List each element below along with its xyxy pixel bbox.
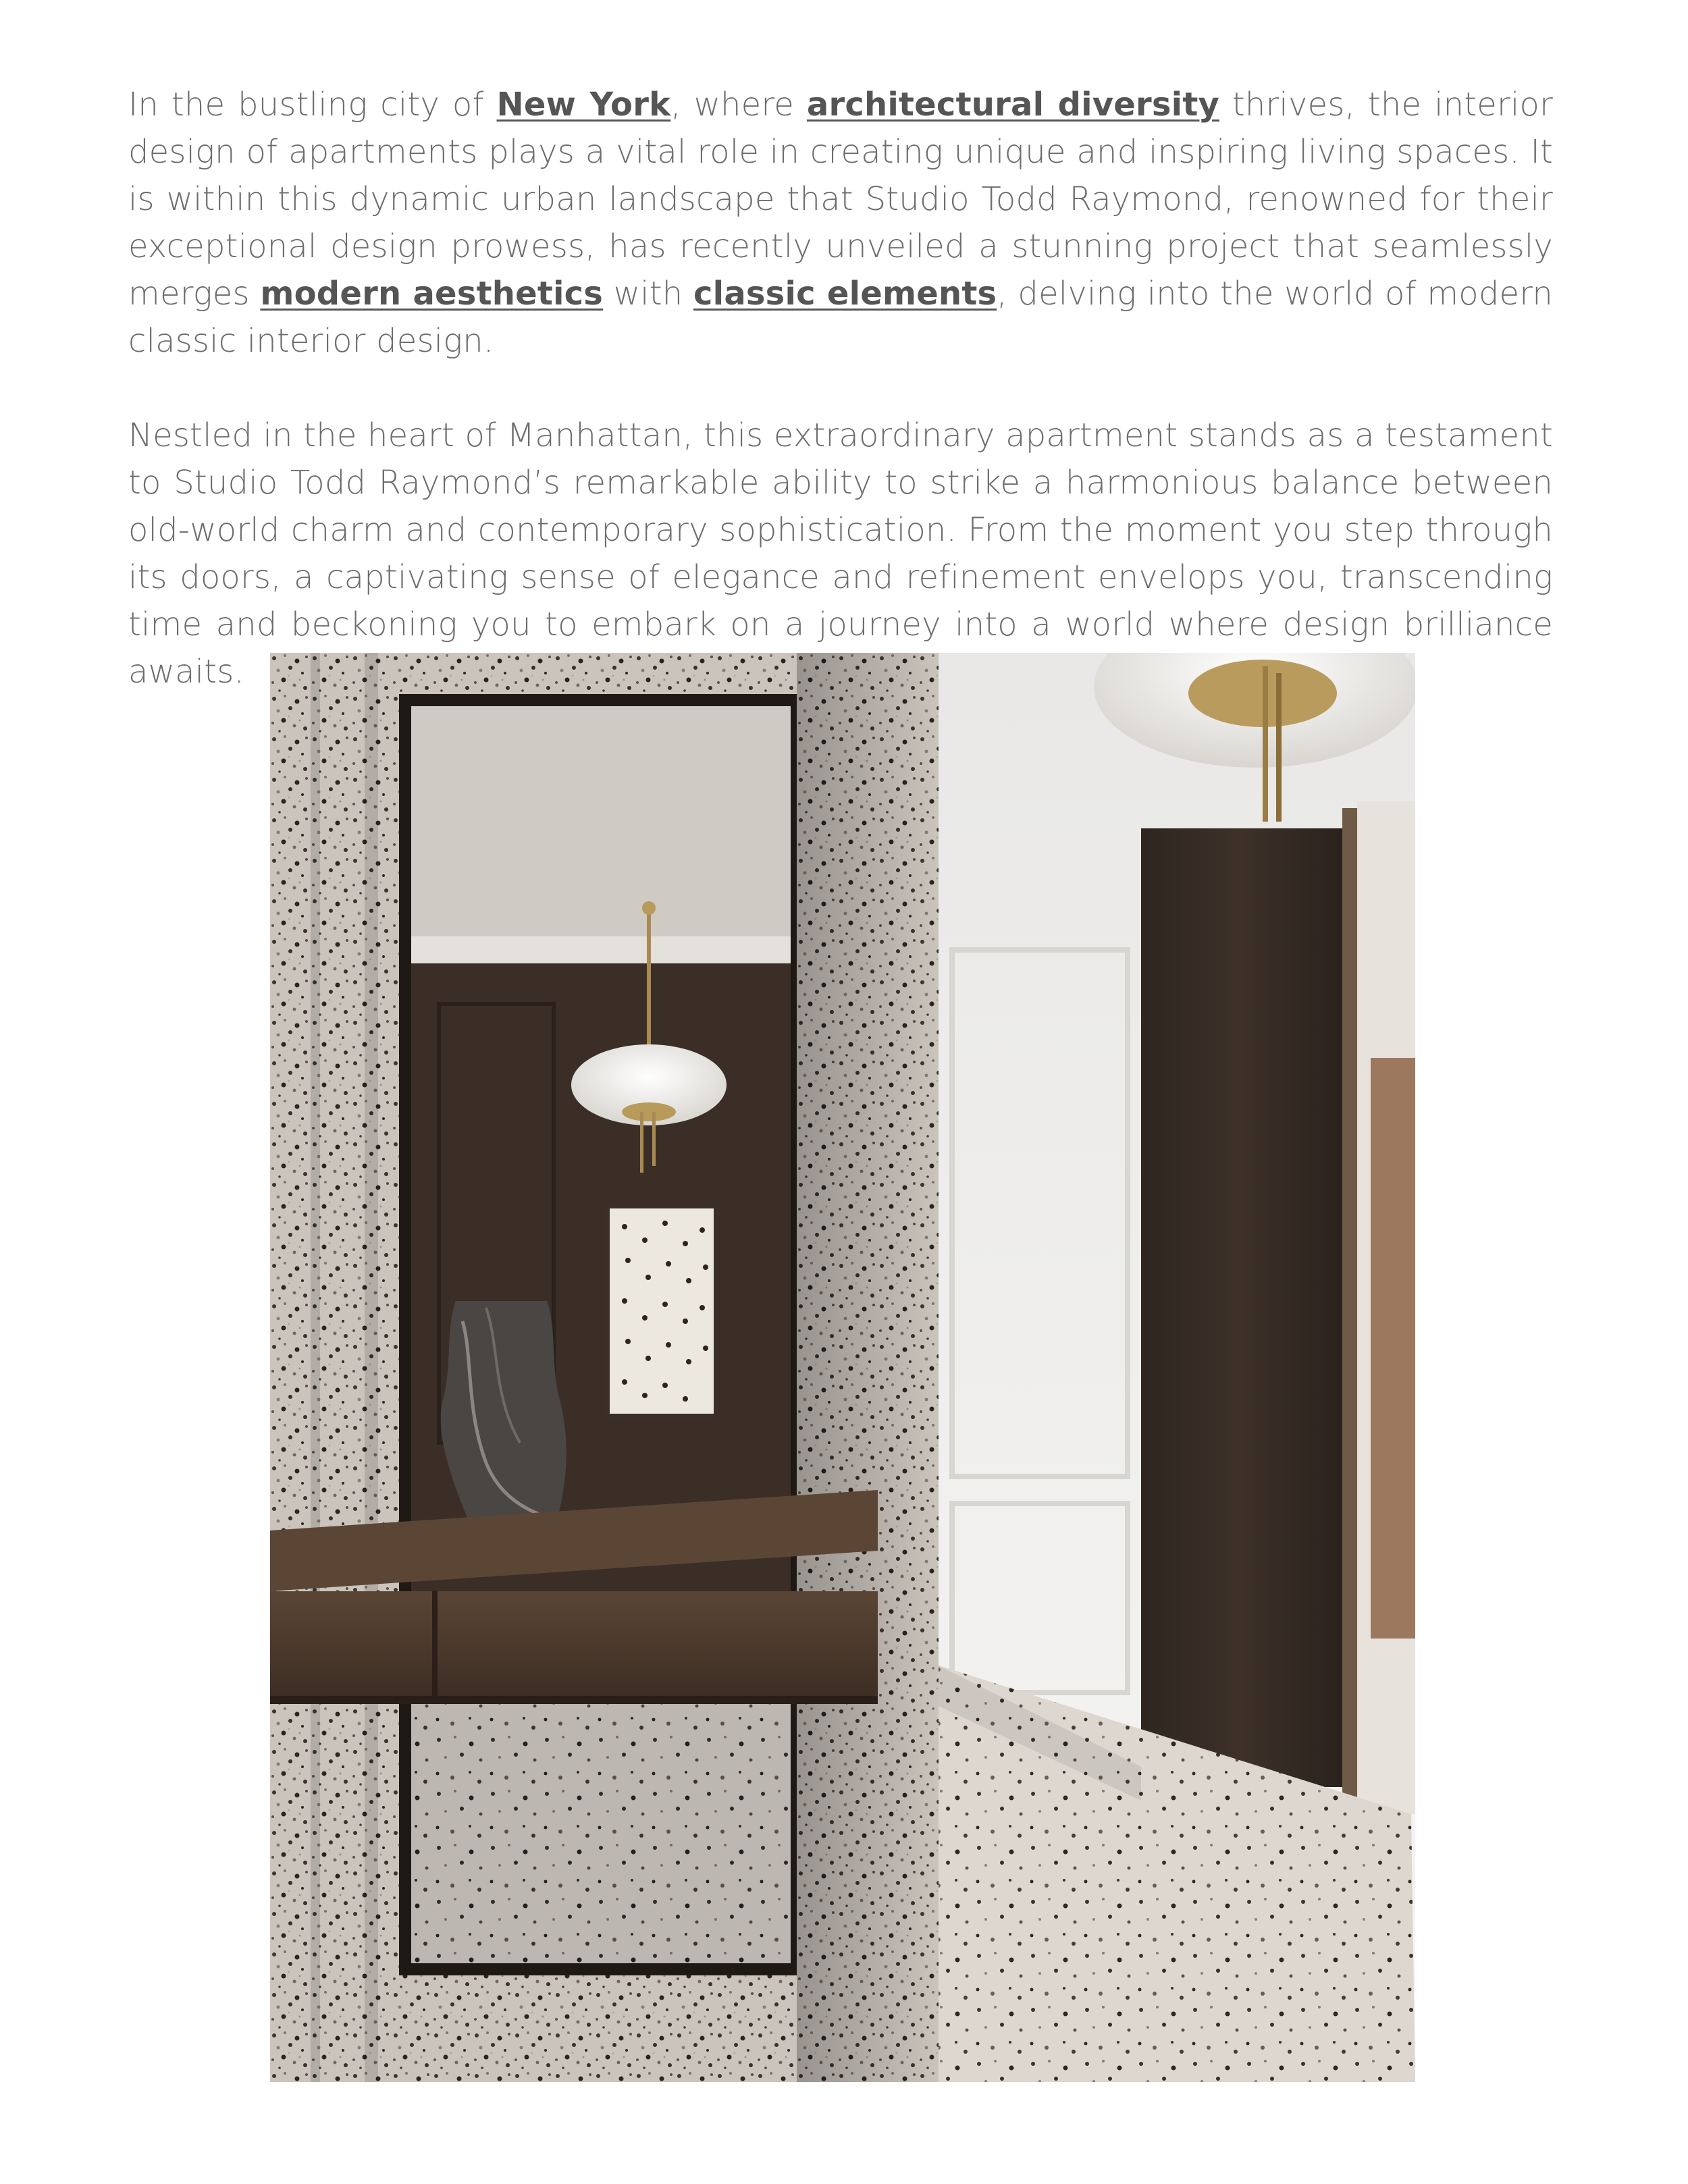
link-new-york[interactable]: New York bbox=[496, 86, 671, 124]
link-classic-elements[interactable]: classic elements bbox=[693, 275, 997, 313]
text-span: thrives, the interior design of apartments plays a vital role in creating unique and inspiring living spaces. It is within this dynamic urban landscape that Studio Todd Raymond, renowned for their exceptional design prowess, has recently unveiled a stunning project that seamlessly merges bbox=[128, 86, 1554, 313]
text-span: , delving into the world of modern classic interior design. bbox=[128, 275, 1553, 360]
link-modern-aesthetics[interactable]: modern aesthetics bbox=[260, 275, 604, 313]
second-paragraph: Nestled in the heart of Manhattan, this extraordinary apartment stands as a testament to Studio Todd Raymond’s remarkable ability to strike a harmonious balance between old-world charm and contemporary sophistication. From the moment you step through its doors, a captivating sense of elegance and refinement envelops you, transcending time and beckoning you to embark on a journey into a world where design brilliance awaits. bbox=[128, 417, 1553, 691]
interior-photo bbox=[270, 653, 1415, 2082]
article-body bbox=[128, 81, 1553, 695]
intro-paragraph bbox=[128, 81, 1553, 365]
interior-photo-illustration bbox=[270, 653, 1415, 2082]
text-span: , where bbox=[670, 86, 807, 124]
text-span: with bbox=[603, 275, 694, 313]
text-span: In the bustling city of bbox=[128, 86, 497, 124]
link-architectural-diversity[interactable]: architectural diversity bbox=[806, 86, 1219, 124]
